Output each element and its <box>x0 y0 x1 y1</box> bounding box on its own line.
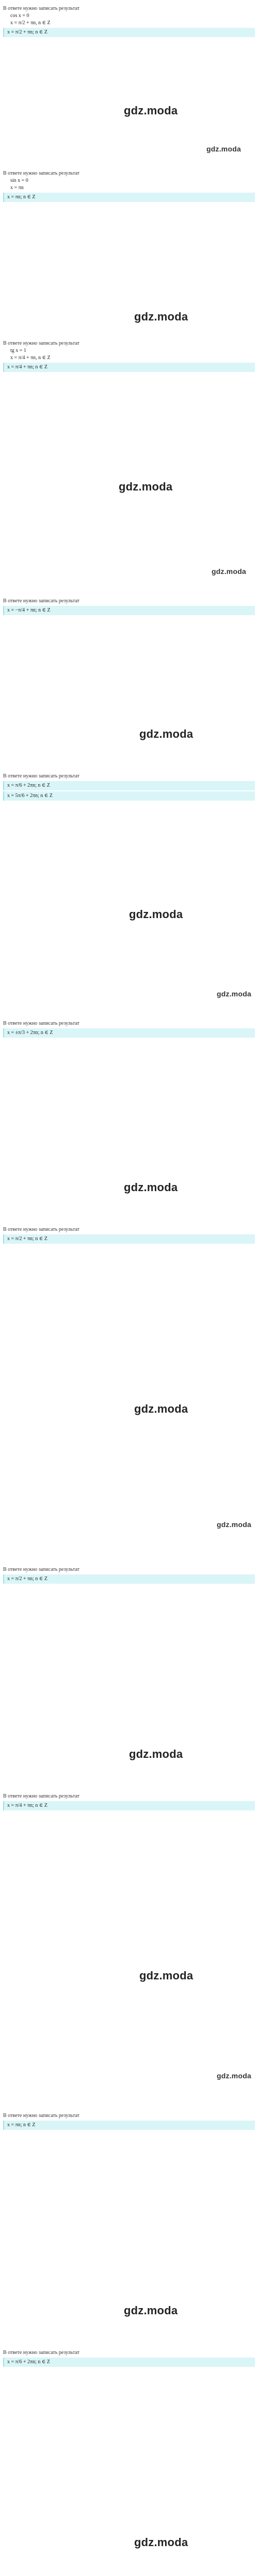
watermark: gdz.moda <box>134 2536 188 2549</box>
watermark: gdz.moda <box>129 908 183 921</box>
solution-block <box>3 1566 255 1585</box>
solution-block <box>3 1226 255 1245</box>
text-line: В ответе нужно записать результат <box>3 2113 80 2119</box>
text-line: В ответе нужно записать результат <box>3 171 80 176</box>
solution-block <box>3 598 255 616</box>
text-line: x = πn <box>10 185 24 191</box>
text-line: В ответе нужно записать результат <box>3 6 80 11</box>
answer-highlight: x = π/6 + 2πn; n ∈ Z <box>3 781 255 790</box>
text-line: В ответе нужно записать результат <box>3 1227 80 1232</box>
watermark: gdz.moda <box>134 310 188 323</box>
answer-highlight: x = π/6 + 2πn; n ∈ Z <box>3 2358 255 2367</box>
answer-highlight: x = π/4 + πn; n ∈ Z <box>3 363 255 372</box>
text-line: В ответе нужно записать результат <box>3 1793 80 1799</box>
watermark: gdz.moda <box>129 1748 183 1760</box>
watermark: gdz.moda <box>134 1402 188 1415</box>
answer-highlight: x = −π/4 + πn; n ∈ Z <box>3 606 255 615</box>
answer-highlight: x = π/2 + πn; n ∈ Z <box>3 28 255 37</box>
watermark: gdz.moda <box>217 990 251 998</box>
text-line: tg x = 1 <box>10 348 26 353</box>
solution-block <box>3 170 255 203</box>
text-line: В ответе нужно записать результат <box>3 1567 80 1572</box>
text-line: x = π/2 + πn, n ∈ Z <box>10 20 51 26</box>
watermark: gdz.moda <box>124 2304 178 2317</box>
solution-block <box>3 5 255 38</box>
answer-highlight: x = π/4 + πn; n ∈ Z <box>3 1801 255 1810</box>
solution-block <box>3 1020 255 1039</box>
solution-block <box>3 2349 255 2368</box>
text-line: В ответе нужно записать результат <box>3 598 80 604</box>
watermark: gdz.moda <box>124 1181 178 1194</box>
solution-block <box>3 1793 255 1811</box>
watermark: gdz.moda <box>139 1969 194 1982</box>
answer-highlight: x = πn; n ∈ Z <box>3 193 255 202</box>
solution-block <box>3 773 255 802</box>
watermark: gdz.moda <box>212 567 246 575</box>
watermark: gdz.moda <box>217 1520 251 1529</box>
watermark: gdz.moda <box>124 104 178 117</box>
text-line: В ответе нужно записать результат <box>3 773 80 779</box>
answer-highlight: x = 5π/6 + 2πn; n ∈ Z <box>3 791 255 801</box>
solution-block <box>3 2112 255 2131</box>
solution-block <box>3 340 255 373</box>
answer-highlight: x = π/2 + πn; n ∈ Z <box>3 1574 255 1584</box>
text-line: В ответе нужно записать результат <box>3 1021 80 1026</box>
text-line: sin x = 0 <box>10 178 28 183</box>
answer-highlight: x = π/2 + πn; n ∈ Z <box>3 1234 255 1244</box>
text-line: В ответе нужно записать результат <box>3 2350 80 2355</box>
text-line: cos x = 0 <box>10 13 29 19</box>
watermark: gdz.moda <box>139 727 194 740</box>
text-line: x = π/4 + πn, n ∈ Z <box>10 355 51 361</box>
answer-highlight: x = ±π/3 + 2πn; n ∈ Z <box>3 1028 255 1038</box>
watermark: gdz.moda <box>119 480 173 493</box>
answer-highlight: x = πn; n ∈ Z <box>3 2121 255 2130</box>
watermark: gdz.moda <box>206 145 241 153</box>
watermark: gdz.moda <box>217 2072 251 2080</box>
text-line: В ответе нужно записать результат <box>3 341 80 346</box>
